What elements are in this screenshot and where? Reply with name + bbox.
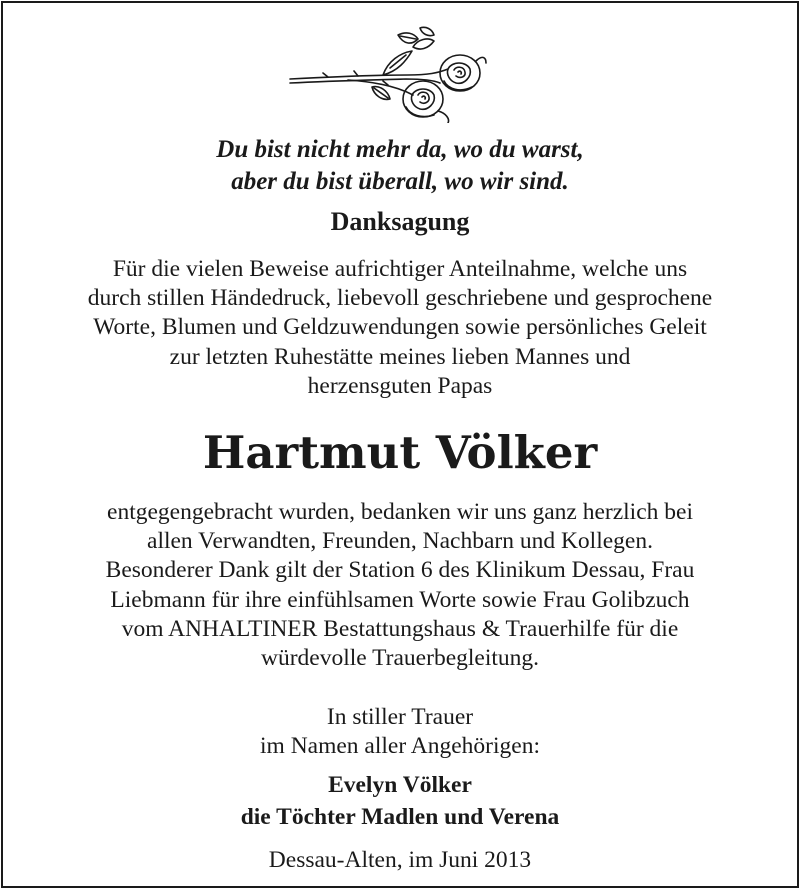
rose-icon xyxy=(288,25,488,123)
deceased-name: Hartmut Völker xyxy=(202,426,598,479)
text-line: Liebmann für ihre einfühlsamen Worte sowie Frau Golibzuch xyxy=(110,586,690,613)
mourning-block xyxy=(3,703,797,761)
signer-line: die Töchter Madlen und Verena xyxy=(240,804,560,830)
obituary-notice xyxy=(1,1,799,888)
thanks-body-paragraph xyxy=(3,498,797,673)
text-line: durch stillen Händedruck, liebevoll geschriebene und gesprochene xyxy=(87,285,713,312)
thanks-intro-paragraph xyxy=(3,255,797,401)
text-line: herzensguten Papas xyxy=(307,372,493,399)
text-line: Für die vielen Beweise aufrichtiger Anteilnahme, welche uns xyxy=(112,256,688,282)
motto-line: Du bist nicht mehr da, wo du warst, xyxy=(216,136,584,163)
text-line: Besonderer Dank gilt der Station 6 des Klinikum Dessau, Frau xyxy=(105,557,695,584)
text-line: zur letzten Ruhestätte meines lieben Mannes und xyxy=(169,343,631,370)
text-line: In stiller Trauer xyxy=(326,704,474,730)
text-line: entgegengebracht wurden, bedanken wir uns ganz herzlich bei xyxy=(107,499,693,525)
text-line: würdevolle Trauerbegleitung. xyxy=(260,645,540,672)
signer-line: Evelyn Völker xyxy=(328,772,472,798)
heading-danksagung: Danksagung xyxy=(330,207,470,236)
place-date: Dessau-Alten, im Juni 2013 xyxy=(268,847,532,873)
text-line: im Namen aller Angehörigen: xyxy=(260,733,540,760)
signers-block xyxy=(3,769,797,833)
motto-quote xyxy=(3,134,797,198)
motto-line: aber du bist überall, wo wir sind. xyxy=(231,168,569,195)
text-line: vom ANHALTINER Bestattungshaus & Trauerhilfe für die xyxy=(121,615,679,642)
text-line: Worte, Blumen und Geldzuwendungen sowie persönliches Geleit xyxy=(93,314,707,341)
text-line: allen Verwandten, Freunden, Nachbarn und Kollegen. xyxy=(147,528,653,555)
